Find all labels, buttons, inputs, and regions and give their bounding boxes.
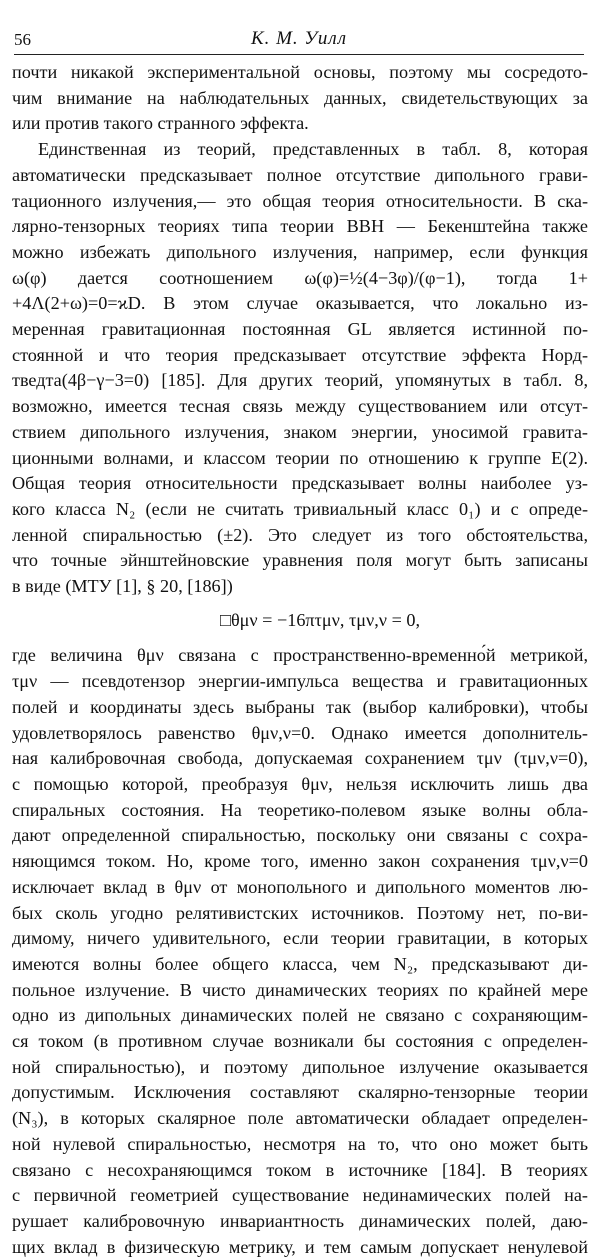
text-line: удовлетворялось равенство θμν,ν=0. Однако имеется дополнитель- xyxy=(12,722,588,743)
text-line: автоматически предсказывает полное отсутствие дипольного грави- xyxy=(12,164,588,185)
running-head: К. М. Уилл xyxy=(250,28,347,49)
text-line: с первичной геометрией существование нединамических полей на- xyxy=(12,1185,588,1206)
text-line: кого класса N₂ (если не считать тривиальный класс 0₁) и с опреде- xyxy=(12,498,588,519)
text-line: ной спиральностью), и поэтому дипольное излучение оказывается xyxy=(12,1056,588,1077)
page-header xyxy=(14,24,584,55)
text-line: чим внимание на наблюдательных данных, свидетельствующих за xyxy=(12,87,588,108)
text-line: можно избежать дипольного излучения, например, если функция xyxy=(12,241,588,262)
text-line: Общая теория относительности предсказывает волны наиболее уз- xyxy=(12,473,588,494)
text-line: дают определенной спиральностью, поскольку они связаны с сохра- xyxy=(12,825,588,846)
text-line: меренная гравитационная постоянная GL является истинной по- xyxy=(12,319,588,340)
paragraph-1 xyxy=(12,60,588,137)
text-line: что точные эйнштейновские уравнения поля могут быть записаны xyxy=(12,550,588,571)
text-line: ная калибровочная свобода, допускаемая сохранением τμν (τμν,ν=0), xyxy=(12,748,588,769)
text-line: или против такого странного эффекта. xyxy=(12,113,309,134)
text-line: (N₃), в которых скалярное поле автоматически обладает определен- xyxy=(12,1108,588,1129)
text-line: тведта(4β−γ−3=0) [185]. Для других теорий, упомянутых в табл. 8, xyxy=(12,370,588,391)
text-line: ленной спиральностью (±2). Это следует из того обстоятельства, xyxy=(12,524,588,545)
text-line: имеются волны более общего класса, чем N₂, предсказывают ди- xyxy=(12,953,588,974)
text-line: допустимым. Исключения составляют скалярно-тензорные теории xyxy=(12,1082,588,1103)
text-line: ся током (в противном случае возникали бы состояния с определен- xyxy=(12,1031,588,1052)
text-line: где величина θμν связана с пространственно-временно́й метрикой, xyxy=(12,645,588,666)
text-line: димому, ничего удивительного, если теории гравитации, в которых xyxy=(12,928,588,949)
text-line: возможно, имеется тесная связь между существованием или отсут- xyxy=(12,396,588,417)
text-line: с помощью которой, преобразуя θμν, нельзя исключить лишь два xyxy=(12,773,588,794)
text-line: ной нулевой спиральностью, несмотря на то, что оно может быть xyxy=(12,1133,588,1154)
text-line: спиральных состояния. На теоретико-полевом языке волны обла- xyxy=(12,799,588,820)
text-line: ω(φ) дается соотношением ω(φ)=½(4−3φ)/(φ−1), тогда 1+ xyxy=(12,267,588,288)
page-number: 56 xyxy=(14,30,31,49)
text-line: няющимся током. Но, кроме того, именно закон сохранения τμν,ν=0 xyxy=(12,851,588,872)
text-line: тационного излучения,— это общая теория относительности. В ска- xyxy=(12,190,588,211)
equation: □θμν = −16πτμν, τμν,ν = 0, xyxy=(219,609,421,630)
text-line: исключает вклад в θμν от монопольного и дипольного моментов лю- xyxy=(12,876,588,897)
text-line: полей и координаты здесь выбраны так (выбор калибровки), чтобы xyxy=(12,696,588,717)
text-line: Единственная из теорий, представленных в табл. 8, которая xyxy=(38,139,588,160)
text-line: связано с несохраняющимся током в источнике [184]. В теориях xyxy=(12,1159,588,1180)
text-line: τμν — псевдотензор энергии-импульса вещества и гравитационных xyxy=(12,671,588,692)
text-line: одно из дипольных динамических полей не связано с сохраняющим- xyxy=(12,1005,588,1026)
text-line: ционными волнами, и классом теории по отношению к группе E(2). xyxy=(12,447,588,468)
text-line: стоянной и что теория предсказывает отсутствие эффекта Норд- xyxy=(12,344,588,365)
text-line: +4Λ(2+ω)=0=ϰD. В этом случае оказывается, что локально из- xyxy=(12,293,588,314)
body-text xyxy=(12,60,588,1260)
text-line: щих вклад в физическую метрику, и тем самым допускает ненулевой xyxy=(12,1236,588,1257)
text-line: почти никакой экспериментальной основы, поэтому мы сосредото- xyxy=(12,62,588,82)
text-line: лярно-тензорных теориях типа теории ВВН — Бекенштейна также xyxy=(12,216,588,237)
text-line: бых сколь угодно релятивистских источников. Поэтому нет, по-ви- xyxy=(12,902,588,923)
text-line: рушает калибровочную инвариантность динамических полей, даю- xyxy=(12,1210,588,1231)
text-line: ствием дипольного излучения, знаком энергии, уносимой гравита- xyxy=(12,421,588,442)
paragraph-2 xyxy=(12,137,588,600)
text-line: в виде (МТУ [1], § 20, [186]) xyxy=(12,576,233,597)
text-line: польное излучение. В чисто динамических теориях по крайней мере xyxy=(12,979,588,1000)
paragraph-3 xyxy=(12,643,588,1260)
